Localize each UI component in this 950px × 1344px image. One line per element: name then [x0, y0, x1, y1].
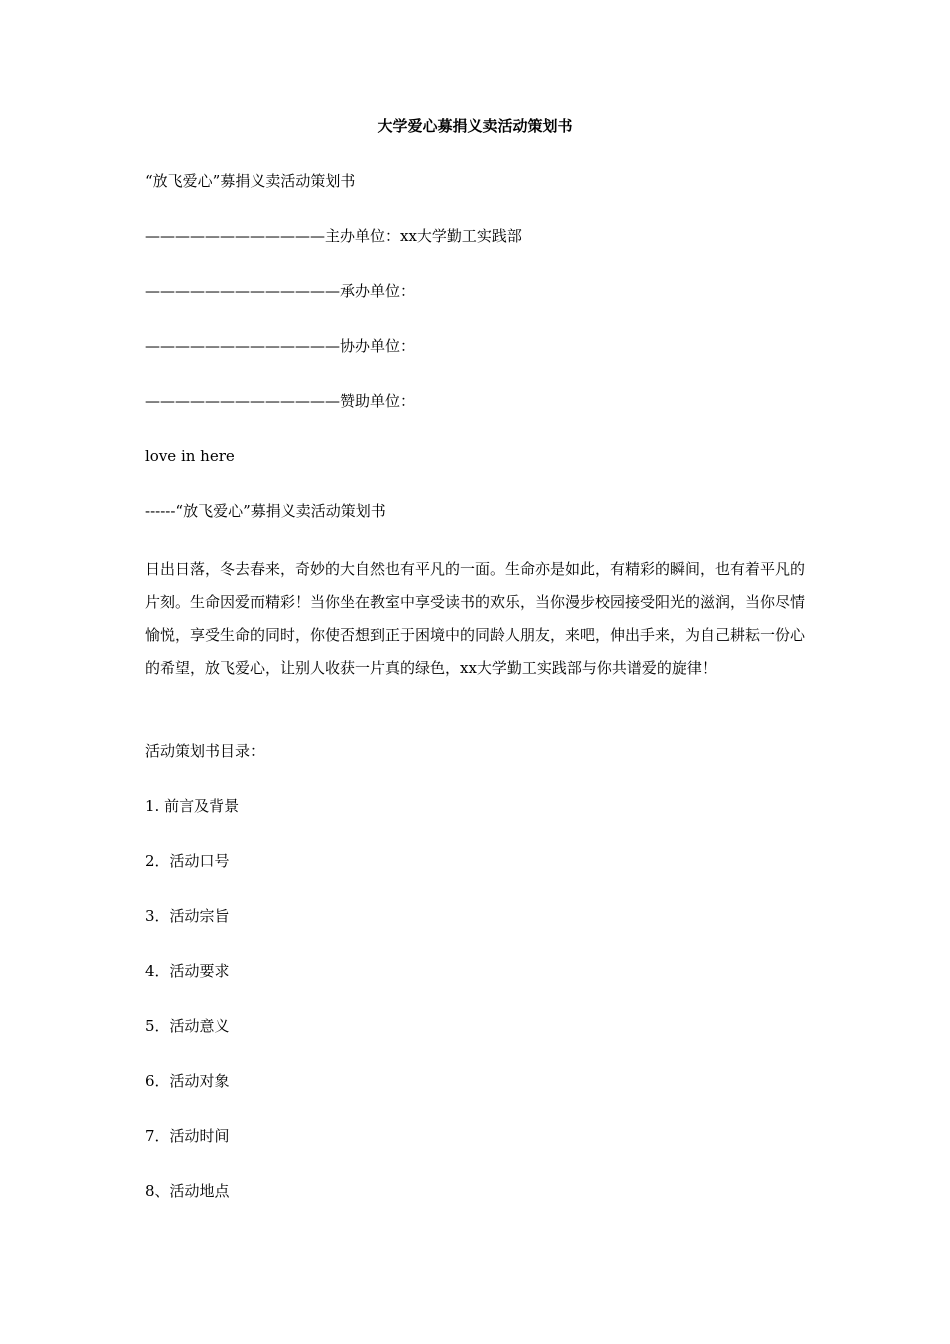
organizer-co-organizer: —————————————协办单位： [145, 337, 416, 355]
organizer-host: ————————————主办单位：xx大学勤工实践部 [145, 227, 522, 245]
toc-item: 8、活动地点 [145, 1182, 230, 1200]
intro-paragraph: 日出日落，冬去春来，奇妙的大自然也有平凡的一面。生命亦是如此，有精彩的瞬间，也有着平凡的片刻。生命因爱而精彩！当你坐在教室中享受读书的欢乐，当你漫步校园接受阳光的滋润，当你尽情愉悦，享受生命的同时，你使否想到正于困境中的同龄人朋友，来吧，伸出手来，为自己耕耘一份心的希望，放飞爱心，让别人收获一片真的绿色，xx大学勤工实践部与你共谱爱的旋律！ [145, 560, 806, 677]
toc-item: 5．活动意义 [145, 1017, 230, 1035]
toc-item: 7．活动时间 [145, 1127, 230, 1145]
slogan-title: ------“放飞爱心”募捐义卖活动策划书 [145, 502, 386, 520]
document-subtitle: “放飞爱心”募捐义卖活动策划书 [145, 172, 356, 190]
toc-item: 2．活动口号 [145, 852, 230, 870]
toc-item: 4．活动要求 [145, 962, 230, 980]
organizer-sponsor: —————————————赞助单位： [145, 392, 416, 410]
toc-heading: 活动策划书目录： [145, 742, 266, 760]
slogan: love in here [145, 447, 235, 465]
toc-item: 3．活动宗旨 [145, 907, 230, 925]
organizer-undertaker: —————————————承办单位： [145, 282, 416, 300]
toc-item: 6．活动对象 [145, 1072, 230, 1090]
toc-item: 1. 前言及背景 [145, 797, 240, 815]
document-title: 大学爱心募捐义卖活动策划书 [377, 117, 573, 135]
